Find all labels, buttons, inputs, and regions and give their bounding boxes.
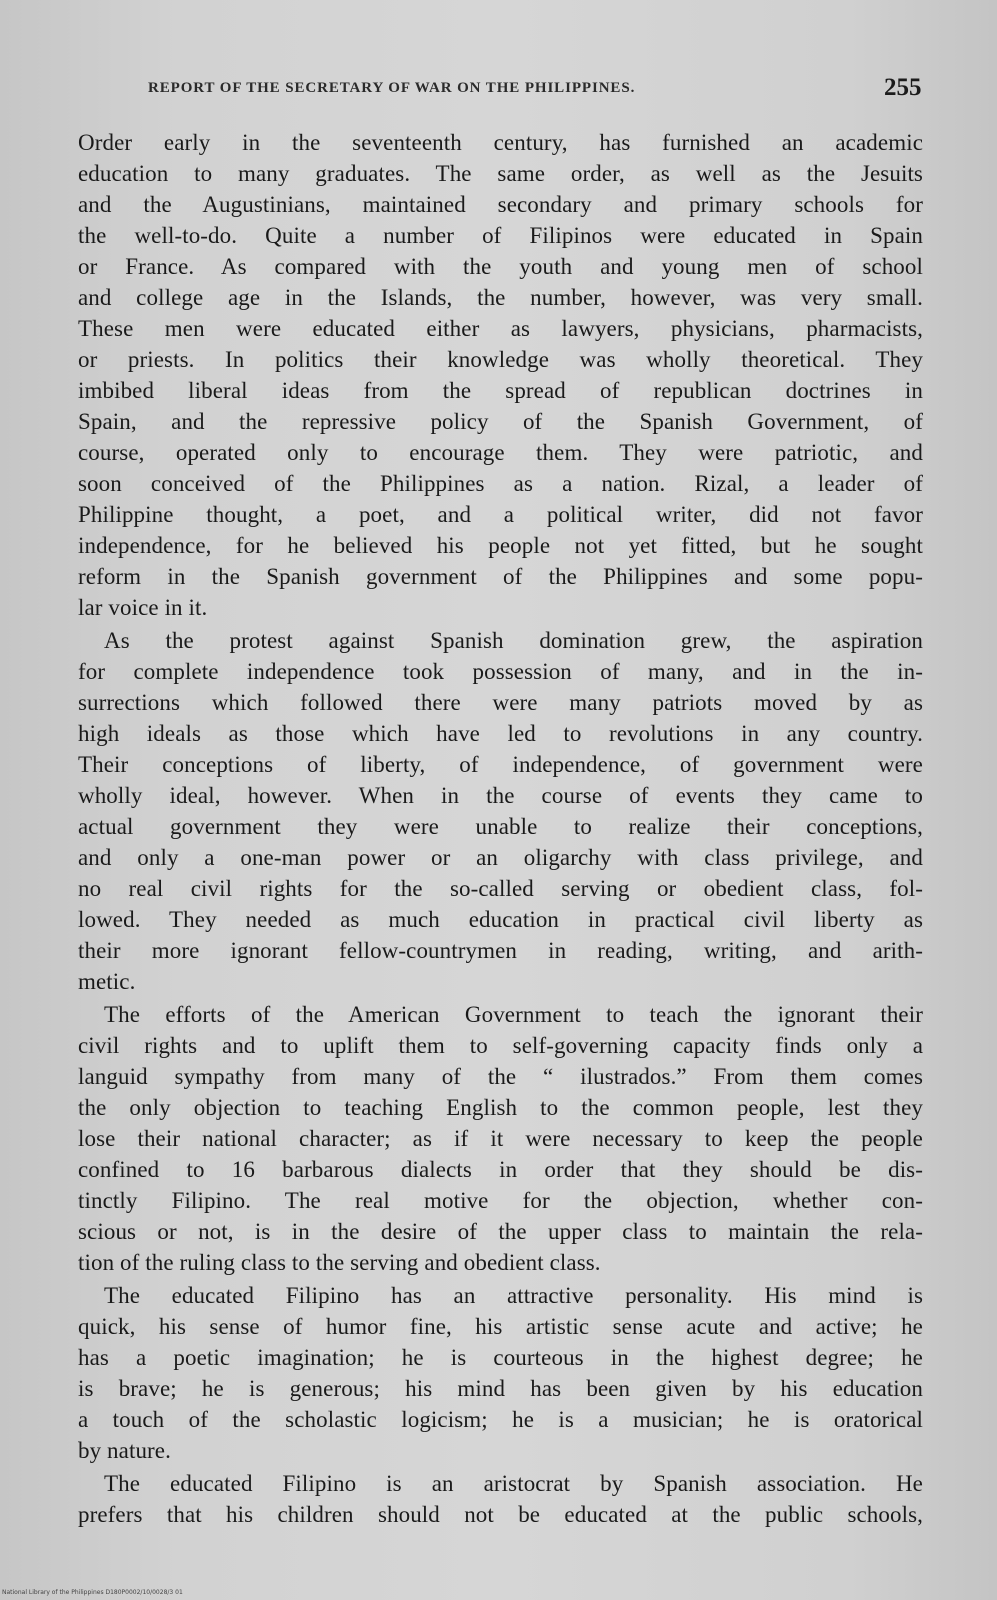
text-line: The efforts of the American Government to teach the ignorant their bbox=[104, 1002, 923, 1027]
text-line: tinctly Filipino. The real motive for the objection, whether con- bbox=[78, 1188, 923, 1213]
text-line: high ideals as those which have led to revolutions in any country. bbox=[78, 721, 923, 746]
text-line: These men were educated either as lawyers, physicians, pharmacists, bbox=[78, 316, 923, 341]
text-line: by nature. bbox=[78, 1438, 171, 1463]
text-line: The educated Filipino is an aristocrat by Spanish association. He bbox=[104, 1471, 923, 1496]
text-line: lose their national character; as if it were necessary to keep the people bbox=[78, 1126, 923, 1151]
text-line: a touch of the scholastic logicism; he is a musician; he is oratorical bbox=[78, 1407, 923, 1432]
text-line: quick, his sense of humor fine, his artistic sense acute and active; he bbox=[78, 1314, 923, 1339]
text-line: Order early in the seventeenth century, has furnished an academic bbox=[78, 130, 923, 155]
text-line: for complete independence took possession of many, and in the in- bbox=[78, 659, 923, 684]
text-line: reform in the Spanish government of the Philippines and some popu- bbox=[78, 564, 923, 589]
text-line: and the Augustinians, maintained secondary and primary schools for bbox=[78, 192, 923, 217]
text-line: Philippine thought, a poet, and a political writer, did not favor bbox=[78, 502, 923, 527]
text-line: and college age in the Islands, the number, however, was very small. bbox=[78, 285, 923, 310]
text-line: languid sympathy from many of the “ ilustrados.” From them comes bbox=[78, 1064, 923, 1089]
text-line: the only objection to teaching English to the common people, lest they bbox=[78, 1095, 923, 1120]
running-title: REPORT OF THE SECRETARY OF WAR ON THE PHILIPPINES. bbox=[148, 80, 636, 96]
text-line: independence, for he believed his people not yet fitted, but he sought bbox=[78, 533, 923, 558]
text-line: metic. bbox=[78, 969, 136, 994]
text-line: Spain, and the repressive policy of the Spanish Government, of bbox=[78, 409, 923, 434]
text-line: education to many graduates. The same order, as well as the Jesuits bbox=[78, 161, 923, 186]
text-line: Their conceptions of liberty, of independence, of government were bbox=[78, 752, 923, 777]
text-line: and only a one-man power or an oligarchy with class privilege, and bbox=[78, 845, 923, 870]
text-line: As the protest against Spanish domination grew, the aspiration bbox=[104, 628, 923, 653]
text-line: soon conceived of the Philippines as a nation. Rizal, a leader of bbox=[78, 471, 923, 496]
paragraph bbox=[78, 1468, 923, 1530]
text-line: actual government they were unable to realize their conceptions, bbox=[78, 814, 923, 839]
text-line: civil rights and to uplift them to self-governing capacity finds only a bbox=[78, 1033, 923, 1058]
paragraph bbox=[78, 1280, 923, 1466]
body-text bbox=[78, 127, 923, 1530]
scan-footer-note: National Library of the Philippines D180P0002/10/0028/3 01 bbox=[2, 1589, 183, 1596]
text-line: no real civil rights for the so-called serving or obedient class, fol- bbox=[78, 876, 923, 901]
text-line: their more ignorant fellow-countrymen in reading, writing, and arith- bbox=[78, 938, 923, 963]
text-line: wholly ideal, however. When in the course of events they came to bbox=[78, 783, 923, 808]
text-line: tion of the ruling class to the serving and obedient class. bbox=[78, 1250, 601, 1275]
text-line: course, operated only to encourage them. They were patriotic, and bbox=[78, 440, 923, 465]
text-line: The educated Filipino has an attractive personality. His mind is bbox=[104, 1283, 923, 1308]
text-line: or France. As compared with the youth and young men of school bbox=[78, 254, 923, 279]
text-line: has a poetic imagination; he is courteous in the highest degree; he bbox=[78, 1345, 923, 1370]
text-line: surrections which followed there were many patriots moved by as bbox=[78, 690, 923, 715]
text-line: scious or not, is in the desire of the upper class to maintain the rela- bbox=[78, 1219, 923, 1244]
paragraph bbox=[78, 127, 923, 623]
paragraph bbox=[78, 625, 923, 997]
text-line: is brave; he is generous; his mind has been given by his education bbox=[78, 1376, 923, 1401]
text-line: lowed. They needed as much education in practical civil liberty as bbox=[78, 907, 923, 932]
page-number: 255 bbox=[884, 74, 922, 101]
text-line: lar voice in it. bbox=[78, 595, 208, 620]
text-line: imbibed liberal ideas from the spread of republican doctrines in bbox=[78, 378, 923, 403]
text-line: or priests. In politics their knowledge was wholly theoretical. They bbox=[78, 347, 923, 372]
text-line: the well-to-do. Quite a number of Filipinos were educated in Spain bbox=[78, 223, 923, 248]
text-line: prefers that his children should not be educated at the public schools, bbox=[78, 1502, 923, 1527]
text-line: confined to 16 barbarous dialects in order that they should be dis- bbox=[78, 1157, 923, 1182]
paragraph bbox=[78, 999, 923, 1278]
